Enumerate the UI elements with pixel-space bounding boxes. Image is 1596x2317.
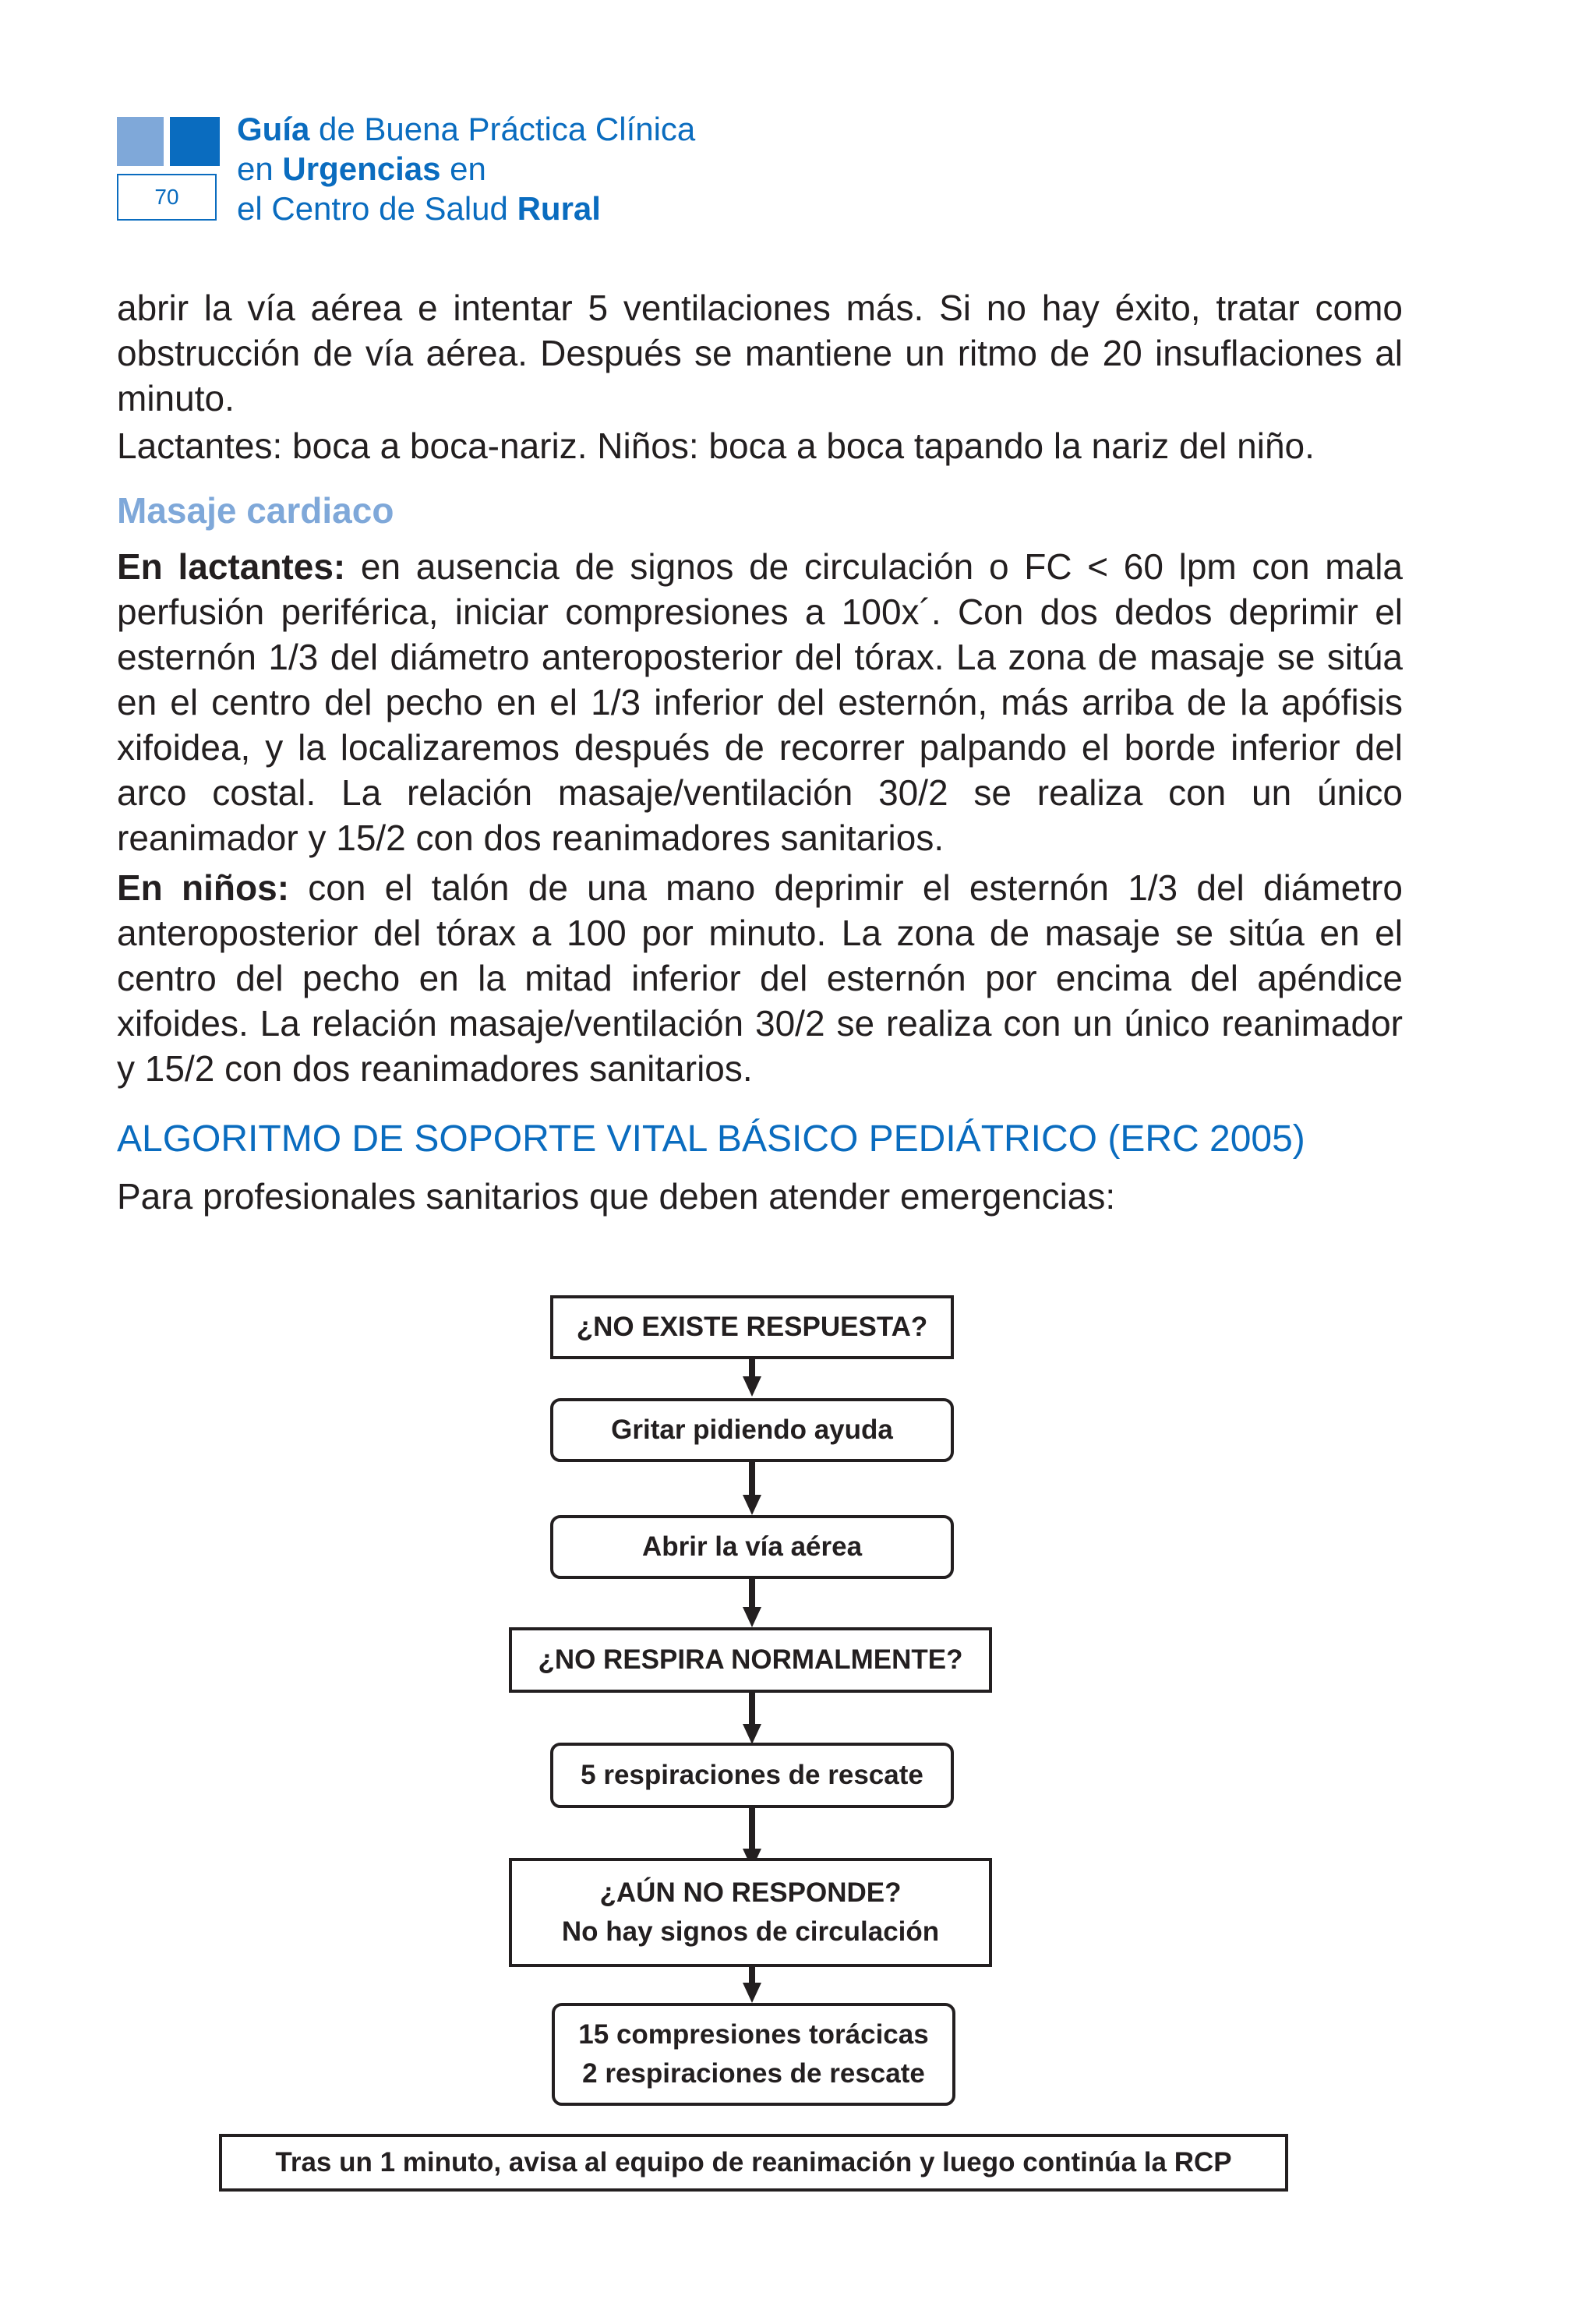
lactantes-text: en ausencia de signos de circulación o FC < 60 lpm con mala perfusión periférica, iniciar compresiones a 100x´. Con dos dedos deprimir el esternón 1/3 del diámetro anteroposterior del tórax. La zona de masaje se sitúa en el centro del pecho en el 1/3 inferior del esternón, más arriba de la apófisis xifoidea, y la localizaremos después de recorrer palpando el borde inferior del arco costal. La relación masaje/ventilación 30/2 se realiza con un único reanimador y 15/2 con dos reanimadores sanitarios. <box>117 546 1403 858</box>
header-dark-square <box>170 117 220 166</box>
flow-step-no-response-text: ¿NO EXISTE RESPUESTA? <box>576 1312 928 1342</box>
flow-step-call-team-text: Tras un 1 minuto, avisa al equipo de reanimación y luego continúa la RCP <box>275 2147 1232 2177</box>
guide-title-bold-urgencias: Urgencias <box>282 150 441 187</box>
flow-step-rescue-breaths <box>550 1743 954 1808</box>
flow-arrow-6-head <box>743 1983 761 2003</box>
flow-step-still-unresponsive <box>509 1858 992 1967</box>
lactantes-label: En lactantes: <box>117 546 346 587</box>
flow-step-not-breathing-text: ¿NO RESPIRA NORMALMENTE? <box>538 1644 963 1675</box>
flow-step-call-help-text: Gritar pidiendo ayuda <box>611 1415 893 1445</box>
flow-step-compressions-line-2: 2 respiraciones de rescate <box>582 2058 925 2089</box>
guide-title-rest-1: de Buena Práctica Clínica <box>309 111 696 147</box>
guide-title-post-2: en <box>440 150 486 187</box>
guide-title-line-1 <box>237 109 695 149</box>
guide-title-bold-rural: Rural <box>517 190 601 227</box>
page-number: 70 <box>117 174 217 221</box>
flow-step-rescue-breaths-text: 5 respiraciones de rescate <box>581 1760 923 1790</box>
flow-step-not-breathing <box>509 1627 992 1693</box>
guide-title-line-3 <box>237 189 695 228</box>
flow-step-no-response <box>550 1295 954 1359</box>
flow-arrow-3-head <box>743 1607 761 1627</box>
section-heading-masaje: Masaje cardiaco <box>117 490 394 531</box>
paragraph-ninos <box>117 865 1403 1091</box>
flow-step-open-airway <box>550 1515 954 1579</box>
ninos-label: En niños: <box>117 867 290 908</box>
flow-arrow-4-shaft <box>749 1693 755 1724</box>
flow-step-open-airway-text: Abrir la vía aérea <box>641 1531 863 1562</box>
flow-arrow-1-head <box>743 1376 761 1397</box>
guide-title-pre-3: el Centro de Salud <box>237 190 517 227</box>
flow-step-call-team <box>219 2134 1288 2192</box>
flow-step-still-unresponsive-line-2: No hay signos de circulación <box>561 1916 940 1947</box>
guide-title-pre-2: en <box>237 150 283 187</box>
guide-title-line-2 <box>237 149 695 189</box>
paragraph-lactantes <box>117 544 1403 860</box>
flow-arrow-6-shaft <box>749 1967 755 1983</box>
flow-arrow-2-shaft <box>749 1462 755 1495</box>
flow-step-call-help <box>550 1398 954 1462</box>
ninos-text: con el talón de una mano deprimir el esternón 1/3 del diámetro anteroposterior del tórax a 100 por minuto. La zona de masaje se sitúa en el centro del pecho en la mitad inferior del esternón por encima del apéndice xifoides. La relación masaje/ventilación 30/2 se realiza con un único reanimador y 15/2 con dos reanimadores sanitarios. <box>117 867 1403 1089</box>
flow-arrow-2-head <box>743 1495 761 1515</box>
guide-title <box>237 109 695 228</box>
guide-title-bold-guia: Guía <box>237 111 310 147</box>
flow-step-compressions-line-1: 15 compresiones torácicas <box>578 2019 929 2050</box>
paragraph-mouth-to-mouth: Lactantes: boca a boca-nariz. Niños: boca a boca tapando la nariz del niño. <box>117 426 1315 466</box>
algorithm-intro: Para profesionales sanitarios que deben atender emergencias: <box>117 1176 1116 1217</box>
flow-arrow-5-shaft <box>749 1808 755 1849</box>
flow-arrow-3-shaft <box>749 1579 755 1607</box>
flow-step-compressions <box>552 2003 955 2106</box>
algorithm-title: ALGORITMO DE SOPORTE VITAL BÁSICO PEDIÁTRICO (ERC 2005) <box>117 1118 1305 1160</box>
header-light-square <box>117 117 164 166</box>
flow-arrow-1-shaft <box>749 1359 755 1376</box>
paragraph-ventilation: abrir la vía aérea e intentar 5 ventilaciones más. Si no hay éxito, tratar como obstrucción de vía aérea. Después se mantiene un ritmo de 20 insuflaciones al minuto. <box>117 288 1403 419</box>
flow-step-still-unresponsive-line-1: ¿AÚN NO RESPONDE? <box>599 1877 902 1908</box>
flow-arrow-4-head <box>743 1724 761 1744</box>
